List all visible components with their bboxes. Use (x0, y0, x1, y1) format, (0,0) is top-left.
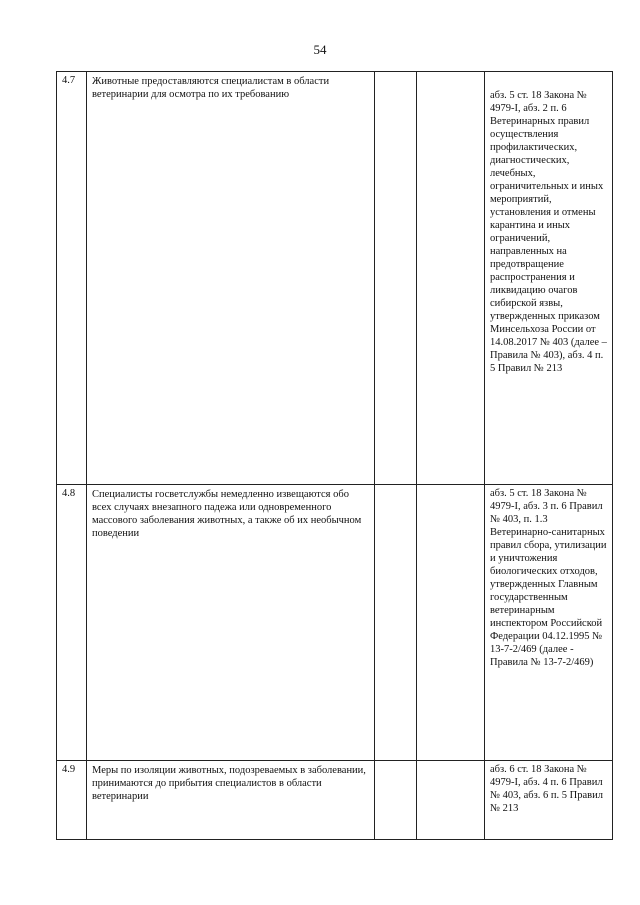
row-number: 4.9 (62, 764, 76, 775)
empty-cell (375, 72, 417, 485)
empty-cell (375, 485, 417, 761)
row-number-cell (57, 485, 87, 761)
table-row (57, 761, 613, 840)
reference-text: абз. 5 ст. 18 Закона № 4979-I, абз. 3 п. 6 Правил № 403, п. 1.3 Ветеринарно-санитарных правил сбора, утилизации и уничтожения биологических отходов, утвержденных Главным государственным ветеринарным инспектором Российской Федерации 04.12.1995 № 13-7-2/469 (далее - Правила № 13-7-2/469) (490, 488, 607, 668)
empty-cell (417, 485, 485, 761)
requirement-cell (87, 72, 375, 485)
requirement-cell (87, 761, 375, 840)
reference-cell (485, 761, 613, 840)
reference-text: абз. 6 ст. 18 Закона № 4979-I, абз. 4 п. 6 Правил № 403, абз. 6 п. 5 Правил № 213 (490, 764, 603, 814)
row-number-cell (57, 72, 87, 485)
table-row (57, 72, 613, 485)
empty-cell (417, 761, 485, 840)
row-number: 4.8 (62, 488, 76, 499)
requirement-text: Меры по изоляции животных, подозреваемых в заболевании, принимаются до прибытия специалистов в области ветеринарии (92, 765, 366, 802)
page-number: 54 (313, 42, 327, 57)
table-row (57, 485, 613, 761)
requirement-cell (87, 485, 375, 761)
reference-text: абз. 5 ст. 18 Закона № 4979-I, абз. 2 п. 6 Ветеринарных правил осуществления профилактических, диагностических, лечебных, ограничительных и иных мероприятий, установления и отмены карантина и иных ограничений, направленных на предотвращение распространения и ликвидацию очагов сибирской язвы, утвержденных приказом Минсельхоза России от 14.08.2017 № 403 (далее – Правила № 403), абз. 4 п. 5 Правил № 213 (490, 90, 607, 374)
requirement-text: Животные предоставляются специалистам в области ветеринарии для осмотра по их требованию (92, 76, 330, 100)
requirement-text: Специалисты госветслужбы немедленно извещаются обо всех случаях внезапного падежа или одновременного массового заболевания животных, а также об их необычном поведении (92, 489, 362, 539)
requirements-table (56, 71, 613, 840)
reference-cell (485, 485, 613, 761)
row-number-cell (57, 761, 87, 840)
empty-cell (375, 761, 417, 840)
row-number: 4.7 (62, 75, 76, 86)
empty-cell (417, 72, 485, 485)
reference-cell (485, 72, 613, 485)
